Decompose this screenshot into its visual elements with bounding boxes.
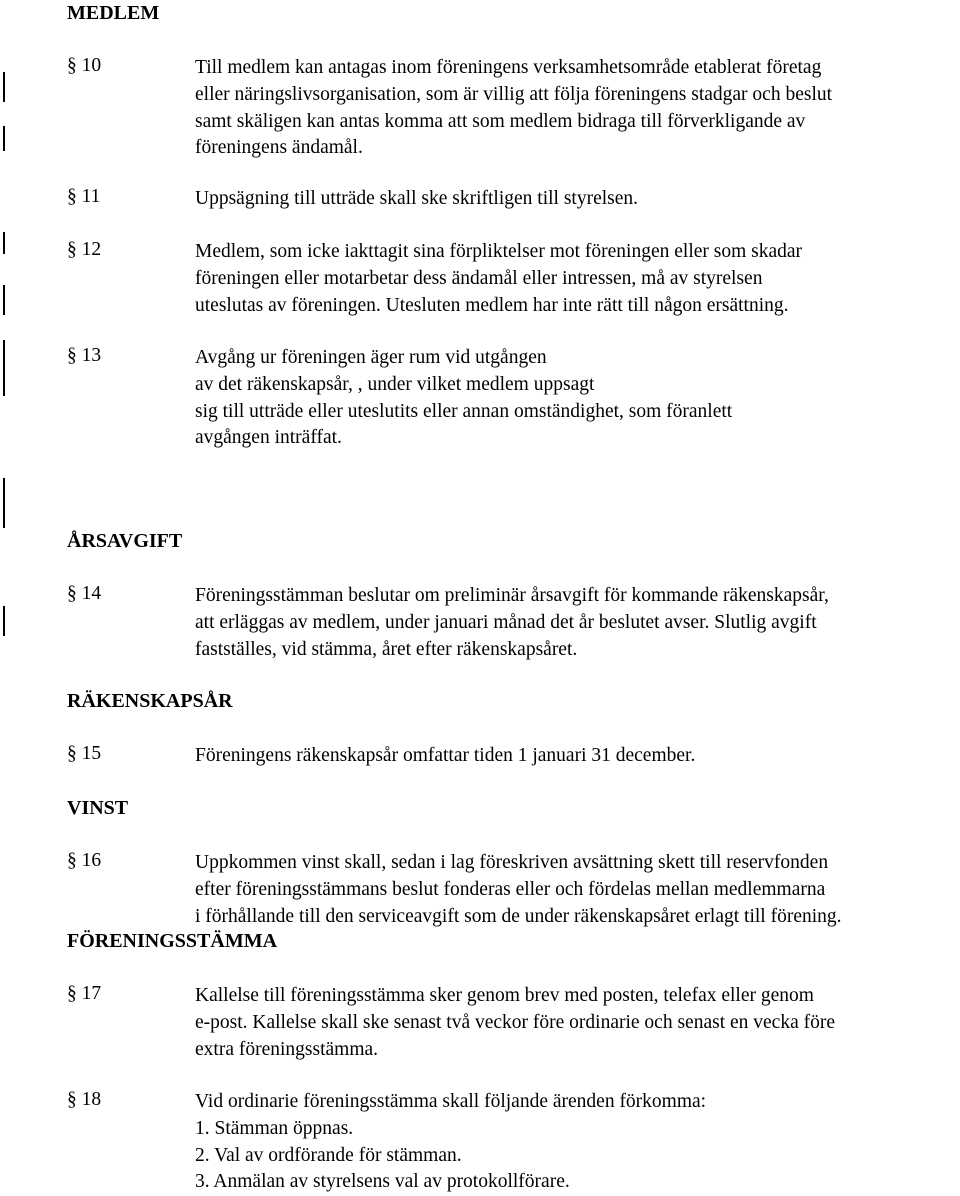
- section-15-text: Föreningens räkenskapsår omfattar tiden 1 januari 31 december.: [195, 745, 696, 766]
- section-16-text: Uppkommen vinst skall, sedan i lag föreskriven avsättning skett till reservfonden efter föreningsstämmans beslut fonderas eller och fördelas mellan medlemmarna i förhållande till den serviceavgift som de under räkenskapsåret erlagt till förening.: [195, 852, 842, 927]
- revision-bar: [3, 606, 5, 636]
- section-symbol: §: [67, 55, 77, 76]
- section-number-14: § 14: [67, 583, 102, 604]
- section-11-text: Uppsägning till utträde skall ske skriftligen till styrelsen.: [195, 188, 639, 209]
- revision-bar: [3, 126, 5, 151]
- section-number-11: § 11: [67, 186, 101, 207]
- section-number-18: § 18: [67, 1089, 102, 1110]
- heading-vinst: VINST: [67, 797, 129, 819]
- section-symbol: §: [67, 186, 77, 207]
- section-number-13: § 13: [67, 345, 102, 366]
- section-10-text: Till medlem kan antagas inom föreningens verksamhetsområde etablerat företag eller näringslivsorganisation, som är villig att följa föreningens stadgar och beslut samt skäligen kan antas komma att som medlem bidraga till förverkligande av föreningens ändamål.: [195, 57, 833, 159]
- section-number-10: § 10: [67, 55, 102, 76]
- section-14-text: Föreningsstämman beslutar om preliminär årsavgift för kommande räkenskapsår, att erläggas av medlem, under januari månad det år beslutet avser. Slutlig avgift fastställes, vid stämma, året efter räkenskapsåret.: [195, 585, 829, 660]
- revision-bar: [3, 232, 5, 254]
- section-symbol: §: [67, 583, 77, 604]
- revision-bar: [3, 340, 5, 396]
- section-symbol: §: [67, 850, 77, 871]
- list-item: 1. Stämman öppnas.: [195, 1117, 354, 1139]
- heading-arsavgift: ÅRSAVGIFT: [67, 530, 183, 552]
- list-item: 2. Val av ordförande för stämman.: [195, 1144, 462, 1166]
- heading-medlem: MEDLEM: [67, 2, 160, 24]
- section-symbol: §: [67, 983, 77, 1004]
- section-symbol: §: [67, 345, 77, 366]
- list-item: 3. Anmälan av styrelsens val av protokollförare.: [195, 1171, 570, 1193]
- section-13-text: Avgång ur föreningen äger rum vid utgången av det räkenskapsår, , under vilket medlem uppsagt sig till utträde eller uteslutits eller annan omständighet, som föranlett avgången inträffat.: [195, 347, 733, 449]
- section-symbol: §: [67, 743, 77, 764]
- heading-rakenskapsar: RÄKENSKAPSÅR: [67, 690, 233, 712]
- section-18-text: Vid ordinarie föreningsstämma skall följande ärenden förkomma: 1. Stämman öppnas. 2. Val av ordförande för stämman. 3. Anmälan av styrelsens val av protokollförare.: [195, 1089, 706, 1196]
- section-17-text: Kallelse till föreningsstämma sker genom brev med posten, telefax eller genom e-post. Kallelse skall ske senast två veckor före ordinarie och senast en vecka före extra föreningsstämma.: [195, 985, 835, 1060]
- section-number-15: § 15: [67, 743, 102, 764]
- section-12-text: Medlem, som icke iakttagit sina förpliktelser mot föreningen eller som skadar föreningen eller motarbetar dess ändamål eller intressen, må av styrelsen uteslutas av föreningen. Utesluten medlem har inte rätt till någon ersättning.: [195, 241, 803, 316]
- section-number-12: § 12: [67, 239, 102, 260]
- section-symbol: §: [67, 239, 77, 260]
- revision-bar: [3, 285, 5, 315]
- revision-bar: [3, 72, 5, 102]
- heading-foreningsstamma: FÖRENINGSSTÄMMA: [67, 930, 278, 952]
- revision-bar: [3, 478, 5, 528]
- section-symbol: §: [67, 1089, 77, 1110]
- section-number-16: § 16: [67, 850, 102, 871]
- section-number-17: § 17: [67, 983, 102, 1004]
